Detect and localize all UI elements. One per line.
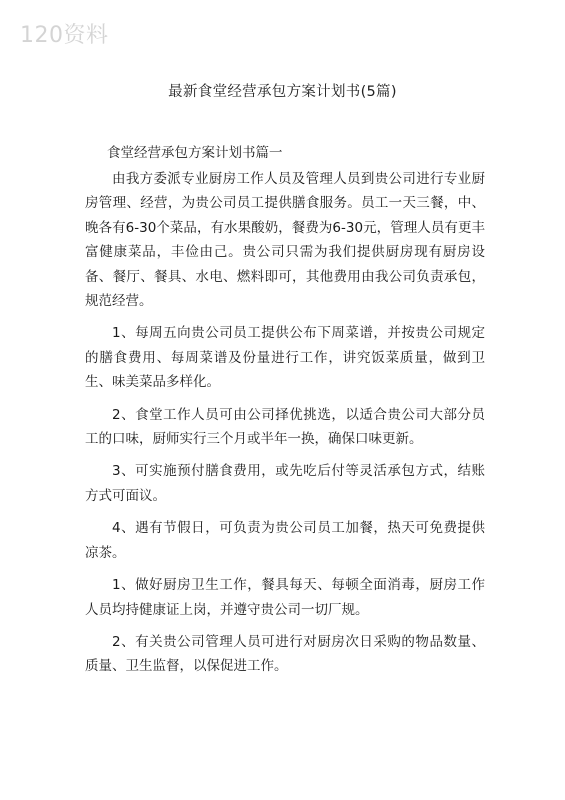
paragraph-intro: 由我方委派专业厨房工作人员及管理人员到贵公司进行专业厨房管理、经营，为贵公司员工提供膳食服务。员工一天三餐，中、晚各有6-30个菜品，有水果酸奶，餐费为6-30元，管理人员有更丰富健康菜品，丰俭由己。贵公司只需为我们提供厨房现有厨房设备、餐厅、餐具、水电、燃料即可，其他费用由我公司负责承包，规范经营。 [85,171,485,310]
section-heading: 食堂经营承包方案计划书篇一 [107,145,283,161]
paragraph-item-1: 1、每周五向贵公司员工提供公布下周菜谱，并按贵公司规定的膳食费用、每周菜谱及份量进行工作，讲究饭菜质量，做到卫生、味美菜品多样化。 [85,325,485,391]
paragraph-item-3: 3、可实施预付膳食费用，或先吃后付等灵活承包方式，结账方式可面议。 [85,463,485,504]
paragraph-hygiene-1: 1、做好厨房卫生工作，餐具每天、每顿全面消毒，厨房工作人员均持健康证上岗，并遵守贵公司一切厂规。 [85,577,485,618]
watermark: 120资料 [20,23,109,48]
paragraph-hygiene-2: 2、有关贵公司管理人员可进行对厨房次日采购的物品数量、质量、卫生监督，以保促进工作。 [85,633,485,675]
document-body [85,167,485,687]
document-title: 最新食堂经营承包方案计划书(5篇) [168,84,397,100]
paragraph-item-2: 2、食堂工作人员可由公司择优挑选，以适合贵公司大部分员工的口味，厨师实行三个月或半年一换，确保口味更新。 [85,406,485,448]
paragraph-item-4: 4、遇有节假日，可负责为贵公司员工加餐，热天可免费提供凉茶。 [85,520,485,561]
